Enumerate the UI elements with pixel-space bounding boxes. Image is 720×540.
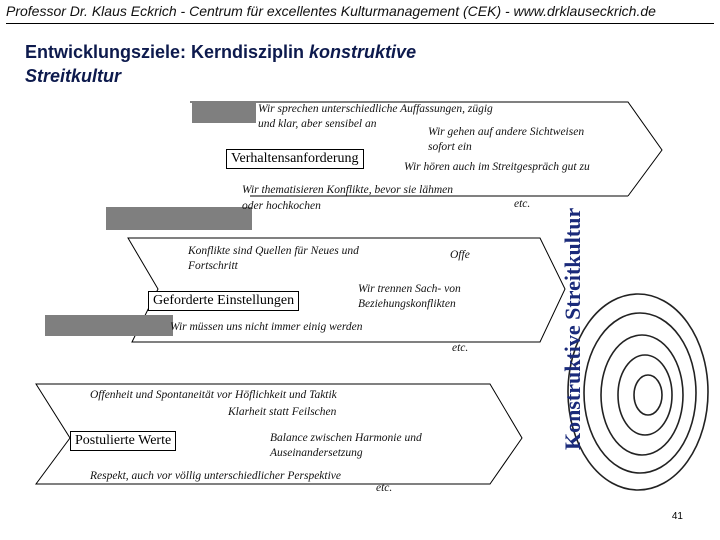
werte-item-5: Respekt, auch vor völlig unterschiedlicher Perspektive <box>90 470 341 482</box>
spiral-icon <box>568 294 708 490</box>
title-italic: konstruktive <box>309 42 417 62</box>
einstellungen-item-2: Fortschritt <box>188 260 238 272</box>
grey-bar-2 <box>106 207 252 230</box>
werte-item-2: Klarheit statt Feilschen <box>228 406 337 418</box>
einstellungen-item-5: Beziehungskonflikten <box>358 298 456 310</box>
title-main: Entwicklungsziele: Kerndisziplin <box>25 42 310 62</box>
einstellungen-item-3: Offe <box>450 249 470 261</box>
verhalten-item-1: Wir sprechen unterschiedliche Auffassungen, zügig <box>258 103 493 115</box>
grey-bar-3 <box>45 315 173 336</box>
einstellungen-label: Geforderte Einstellungen <box>148 291 299 311</box>
grey-bar-1 <box>192 101 256 123</box>
header-text: Professor Dr. Klaus Eckrich - Centrum für excellentes Kulturmanagement (CEK) - www.drklauseckrich.de <box>6 3 656 19</box>
verhalten-label: Verhaltensanforderung <box>226 149 364 169</box>
einstellungen-item-4: Wir trennen Sach- von <box>358 283 461 295</box>
verhalten-item-3: Wir gehen auf andere Sichtweisen <box>428 126 585 138</box>
verhalten-item-2: und klar, aber sensibel an <box>258 118 377 130</box>
werte-item-1: Offenheit und Spontaneität vor Höflichkeit und Taktik <box>90 389 337 401</box>
werte-etc: etc. <box>376 482 393 494</box>
verhalten-etc: etc. <box>514 198 531 210</box>
vertical-label: Konstruktive Streitkultur <box>560 207 585 450</box>
verhalten-item-4: sofort ein <box>428 141 472 153</box>
einstellungen-item-1: Konflikte sind Quellen für Neues und <box>188 245 359 257</box>
werte-item-4: Auseinandersetzung <box>270 447 363 459</box>
verhalten-item-6: Wir thematisieren Konflikte, bevor sie lähmen <box>242 184 454 196</box>
verhalten-item-7: oder hochkochen <box>242 200 321 212</box>
einstellungen-etc: etc. <box>452 342 469 354</box>
title-line2: Streitkultur <box>25 66 122 86</box>
einstellungen-item-6: Wir müssen uns nicht immer einig werden <box>170 321 363 333</box>
werte-item-3: Balance zwischen Harmonie und <box>270 432 422 444</box>
werte-label: Postulierte Werte <box>70 431 176 451</box>
verhalten-item-5: Wir hören auch im Streitgespräch gut zu <box>404 161 590 173</box>
page-number: 41 <box>671 511 683 522</box>
